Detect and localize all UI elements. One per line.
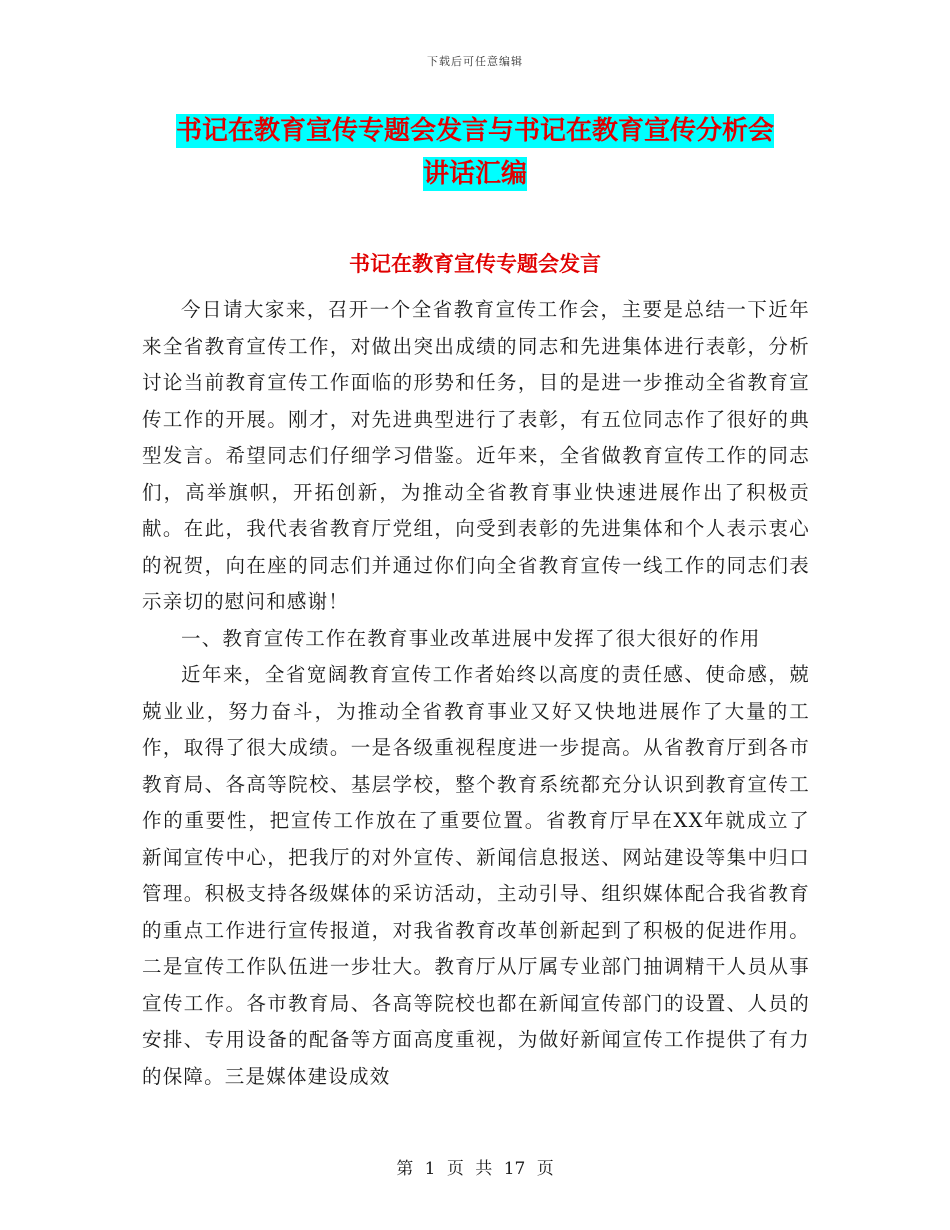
title-line-2: 讲话汇编 [422, 159, 527, 189]
paragraph-heading-one: 一、教育宣传工作在教育事业改革进展中发挥了很大很好的作用 [181, 626, 761, 650]
document-title [140, 110, 810, 196]
header-note: 下载后可任意编辑 [427, 55, 523, 68]
section-title: 书记在教育宣传专题会发言 [349, 252, 601, 276]
paragraph-intro: 今日请大家来，召开一个全省教育宣传工作会，主要是总结一下近年来全省教育宣传工作，对做出突出成绩的同志和先进集体进行表彰，分析讨论当前教育宣传工作面临的形势和任务，目的是进一步推动全省教育宣传工作的开展。刚才，对先进典型进行了表彰，有五位同志作了很好的典型发言。希望同志们仔细学习借鉴。近年来，全省做教育宣传工作的同志们，高举旗帜，开拓创新，为推动全省教育事业快速进展作出了积极贡献。在此，我代表省教育厅党组，向受到表彰的先进集体和个人表示衷心的祝贺，向在座的同志们并通过你们向全省教育宣传一线工作的同志们表示亲切的慰问和感谢！ [142, 298, 810, 613]
document-body [142, 292, 810, 1095]
title-line-1: 书记在教育宣传专题会发言与书记在教育宣传分析会 [175, 116, 774, 146]
page-number: 第 1 页 共 17 页 [396, 1159, 554, 1179]
paragraph-achievements: 近年来，全省宽阔教育宣传工作者始终以高度的责任感、使命感，兢兢业业，努力奋斗，为推动全省教育事业又好又快地进展作了大量的工作，取得了很大成绩。一是各级重视程度进一步提高。从省教育厅到各市教育局、各高等院校、基层学校，整个教育系统都充分认识到教育宣传工作的重要性，把宣传工作放在了重要位置。省教育厅早在XX年就成立了新闻宣传中心，把我厅的对外宣传、新闻信息报送、网站建设等集中归口管理。积极支持各级媒体的采访活动，主动引导、组织媒体配合我省教育的重点工作进行宣传报道，对我省教育改革创新起到了积极的促进作用。二是宣传工作队伍进一步壮大。教育厅从厅属专业部门抽调精干人员从事宣传工作。各市教育局、各高等院校也都在新闻宣传部门的设置、人员的安排、专用设备的配备等方面高度重视，为做好新闻宣传工作提供了有力的保障。三是媒体建设成效 [142, 663, 810, 1088]
